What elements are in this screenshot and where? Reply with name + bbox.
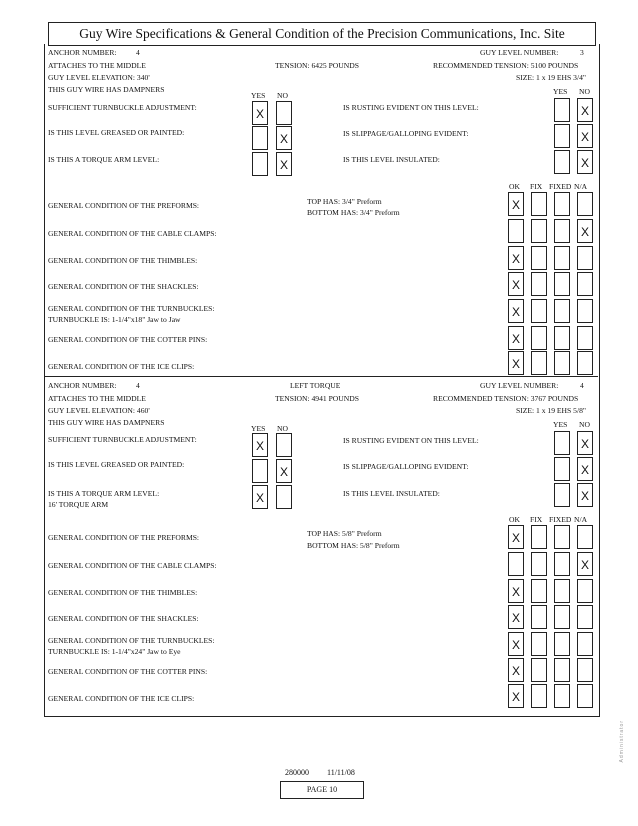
preforms-fix-box[interactable] [531,525,547,549]
preforms-na-box[interactable] [577,525,593,549]
torque-arm-no-box[interactable]: X [276,152,292,176]
no-header: NO [277,91,288,100]
slippage-yes-box[interactable] [554,457,570,481]
ice-clips-na-box[interactable] [577,684,593,708]
rusting-yes-box[interactable] [554,431,570,455]
ice-clips-fix-box[interactable] [531,351,547,375]
no-header: NO [277,424,288,433]
slippage-no-box[interactable]: X [577,457,593,481]
torque-arm-yes-box[interactable]: X [252,485,268,509]
guy-level-label: GUY LEVEL NUMBER: [480,48,559,57]
anchor-number-value: 4 [136,381,140,390]
turnbuckles-fix-box[interactable] [531,632,547,656]
rusting-no-box[interactable]: X [577,98,593,122]
insulated-yes-box[interactable] [554,150,570,174]
rusting-label: IS RUSTING EVIDENT ON THIS LEVEL: [343,103,479,112]
turnbuckle-is-text: TURNBUCKLE IS: 1-1/4"x18" Jaw to Jaw [48,315,181,324]
thimbles-fix-box[interactable] [531,246,547,270]
yes-header: YES [553,420,568,429]
na-header: N/A [574,182,588,191]
size-text: SIZE: 1 x 19 EHS 5/8" [516,406,586,415]
cotter-pins-na-box[interactable] [577,326,593,350]
tension-text: TENSION: 6425 POUNDS [275,61,359,70]
turnbuckle-adjustment-no-box[interactable] [276,433,292,457]
yes-header: YES [553,87,568,96]
anchor-number-value: 4 [136,48,140,57]
preforms-ok-box[interactable]: X [508,192,524,216]
shackles-fix-box[interactable] [531,605,547,629]
ice-clips-ok-box[interactable]: X [508,684,524,708]
preforms-na-box[interactable] [577,192,593,216]
no-header: NO [579,87,590,96]
thimbles-na-box[interactable] [577,579,593,603]
preforms-fixed-box[interactable] [554,192,570,216]
torque-arm-note: 16' TORQUE ARM [48,500,109,509]
rusting-no-box[interactable]: X [577,431,593,455]
ice-clips-ok-box[interactable]: X [508,351,524,375]
torque-arm-yes-box[interactable] [252,152,268,176]
cable-clamps-fix-box[interactable] [531,219,547,243]
anchor-number-label: ANCHOR NUMBER: [48,381,117,390]
preforms-fixed-box[interactable] [554,525,570,549]
greased-painted-yes-box[interactable] [252,459,268,483]
thimbles-fixed-box[interactable] [554,579,570,603]
insulated-label: IS THIS LEVEL INSULATED: [343,489,440,498]
no-header: NO [579,420,590,429]
cotter-pins-fix-box[interactable] [531,658,547,682]
ice-clips-label: GENERAL CONDITION OF THE ICE CLIPS: [48,694,195,703]
slippage-yes-box[interactable] [554,124,570,148]
left-torque-text: LEFT TORQUE [290,381,341,390]
shackles-fixed-box[interactable] [554,605,570,629]
slippage-label: IS SLIPPAGE/GALLOPING EVIDENT: [343,462,469,471]
recommended-tension-text: RECOMMENDED TENSION: 5100 POUNDS [433,61,579,70]
preforms-ok-box[interactable]: X [508,525,524,549]
thimbles-label: GENERAL CONDITION OF THE THIMBLES: [48,588,198,597]
cable-clamps-ok-box[interactable] [508,219,524,243]
rusting-label: IS RUSTING EVIDENT ON THIS LEVEL: [343,436,479,445]
torque-arm-label: IS THIS A TORQUE ARM LEVEL: [48,155,160,164]
thimbles-ok-box[interactable]: X [508,579,524,603]
shackles-na-box[interactable] [577,272,593,296]
dampners-text: THIS GUY WIRE HAS DAMPNERS [48,85,165,94]
turnbuckles-ok-box[interactable]: X [508,632,524,656]
preforms-label: GENERAL CONDITION OF THE PREFORMS: [48,201,200,210]
cable-clamps-ok-box[interactable] [508,552,524,576]
na-header: N/A [574,515,588,524]
page-title: Guy Wire Specifications & General Condition of the Precision Communications, Inc. Site [48,22,596,46]
ok-header: OK [509,515,520,524]
page-number: PAGE 10 [280,781,364,799]
bottom-has-text: BOTTOM HAS: 3/4" Preform [307,208,400,217]
insulated-label: IS THIS LEVEL INSULATED: [343,155,440,164]
cotter-pins-label: GENERAL CONDITION OF THE COTTER PINS: [48,335,208,344]
guy-level-label: GUY LEVEL NUMBER: [480,381,559,390]
torque-arm-label: IS THIS A TORQUE ARM LEVEL: [48,489,160,498]
ice-clips-label: GENERAL CONDITION OF THE ICE CLIPS: [48,362,195,371]
cable-clamps-na-box[interactable]: X [577,219,593,243]
ice-clips-fixed-box[interactable] [554,684,570,708]
preforms-label: GENERAL CONDITION OF THE PREFORMS: [48,533,200,542]
tension-text: TENSION: 4941 POUNDS [275,394,359,403]
cotter-pins-fixed-box[interactable] [554,658,570,682]
cable-clamps-label: GENERAL CONDITION OF THE CABLE CLAMPS: [48,229,217,238]
yes-header: YES [251,91,266,100]
thimbles-label: GENERAL CONDITION OF THE THIMBLES: [48,256,198,265]
turnbuckle-adjustment-no-box[interactable] [276,101,292,125]
footer-date: 11/11/08 [327,768,355,777]
insulated-no-box[interactable]: X [577,483,593,507]
slippage-no-box[interactable]: X [577,124,593,148]
section-divider [44,376,598,377]
shackles-fixed-box[interactable] [554,272,570,296]
greased-painted-no-box[interactable]: X [276,126,292,150]
greased-painted-no-box[interactable]: X [276,459,292,483]
attaches-text: ATTACHES TO THE MIDDLE [48,394,146,403]
bottom-has-text: BOTTOM HAS: 5/8" Preform [307,541,400,550]
insulated-yes-box[interactable] [554,483,570,507]
cotter-pins-ok-box[interactable]: X [508,326,524,350]
cotter-pins-na-box[interactable] [577,658,593,682]
ice-clips-fix-box[interactable] [531,684,547,708]
cotter-pins-fixed-box[interactable] [554,326,570,350]
side-stamp-text: Administrator [619,720,625,763]
insulated-no-box[interactable]: X [577,150,593,174]
greased-painted-label: IS THIS LEVEL GREASED OR PAINTED: [48,128,185,137]
fixed-header: FIXED [549,515,572,524]
cable-clamps-na-box[interactable]: X [577,552,593,576]
turnbuckles-label: GENERAL CONDITION OF THE TURNBUCKLES: [48,304,215,313]
turnbuckle-adjustment-label: SUFFICIENT TURNBUCKLE ADJUSTMENT: [48,103,197,112]
size-text: SIZE: 1 x 19 EHS 3/4" [516,73,586,82]
turnbuckles-fixed-box[interactable] [554,632,570,656]
thimbles-fix-box[interactable] [531,579,547,603]
torque-arm-no-box[interactable] [276,485,292,509]
turnbuckles-fixed-box[interactable] [554,299,570,323]
turnbuckle-adjustment-yes-box[interactable]: X [252,101,268,125]
turnbuckles-na-box[interactable] [577,632,593,656]
turnbuckles-ok-box[interactable]: X [508,299,524,323]
rusting-yes-box[interactable] [554,98,570,122]
greased-painted-yes-box[interactable] [252,126,268,150]
cotter-pins-label: GENERAL CONDITION OF THE COTTER PINS: [48,667,208,676]
shackles-fix-box[interactable] [531,272,547,296]
cable-clamps-fixed-box[interactable] [554,219,570,243]
fix-header: FIX [530,182,543,191]
guy-level-value: 4 [580,381,584,390]
turnbuckles-na-box[interactable] [577,299,593,323]
top-has-text: TOP HAS: 3/4" Preform [307,197,382,206]
shackles-label: GENERAL CONDITION OF THE SHACKLES: [48,614,199,623]
slippage-label: IS SLIPPAGE/GALLOPING EVIDENT: [343,129,469,138]
shackles-na-box[interactable] [577,605,593,629]
turnbuckle-adjustment-label: SUFFICIENT TURNBUCKLE ADJUSTMENT: [48,435,197,444]
cable-clamps-label: GENERAL CONDITION OF THE CABLE CLAMPS: [48,561,217,570]
anchor-number-label: ANCHOR NUMBER: [48,48,117,57]
shackles-label: GENERAL CONDITION OF THE SHACKLES: [48,282,199,291]
turnbuckle-adjustment-yes-box[interactable]: X [252,433,268,457]
thimbles-na-box[interactable] [577,246,593,270]
guy-level-value: 3 [580,48,584,57]
fixed-header: FIXED [549,182,572,191]
ok-header: OK [509,182,520,191]
cable-clamps-fix-box[interactable] [531,552,547,576]
greased-painted-label: IS THIS LEVEL GREASED OR PAINTED: [48,460,185,469]
top-has-text: TOP HAS: 5/8" Preform [307,529,382,538]
turnbuckle-is-text: TURNBUCKLE IS: 1-1/4"x24" Jaw to Eye [48,647,181,656]
fix-header: FIX [530,515,543,524]
turnbuckles-label: GENERAL CONDITION OF THE TURNBUCKLES: [48,636,215,645]
elevation-text: GUY LEVEL ELEVATION: 340' [48,73,150,82]
thimbles-fixed-box[interactable] [554,246,570,270]
dampners-text: THIS GUY WIRE HAS DAMPNERS [48,418,165,427]
ice-clips-na-box[interactable] [577,351,593,375]
shackles-ok-box[interactable]: X [508,605,524,629]
yes-header: YES [251,424,266,433]
recommended-tension-text: RECOMMENDED TENSION: 3767 POUNDS [433,394,579,403]
footer-code: 280000 [285,768,309,777]
ice-clips-fixed-box[interactable] [554,351,570,375]
attaches-text: ATTACHES TO THE MIDDLE [48,61,146,70]
preforms-fix-box[interactable] [531,192,547,216]
turnbuckles-fix-box[interactable] [531,299,547,323]
thimbles-ok-box[interactable]: X [508,246,524,270]
cable-clamps-fixed-box[interactable] [554,552,570,576]
cotter-pins-ok-box[interactable]: X [508,658,524,682]
cotter-pins-fix-box[interactable] [531,326,547,350]
shackles-ok-box[interactable]: X [508,272,524,296]
elevation-text: GUY LEVEL ELEVATION: 460' [48,406,150,415]
